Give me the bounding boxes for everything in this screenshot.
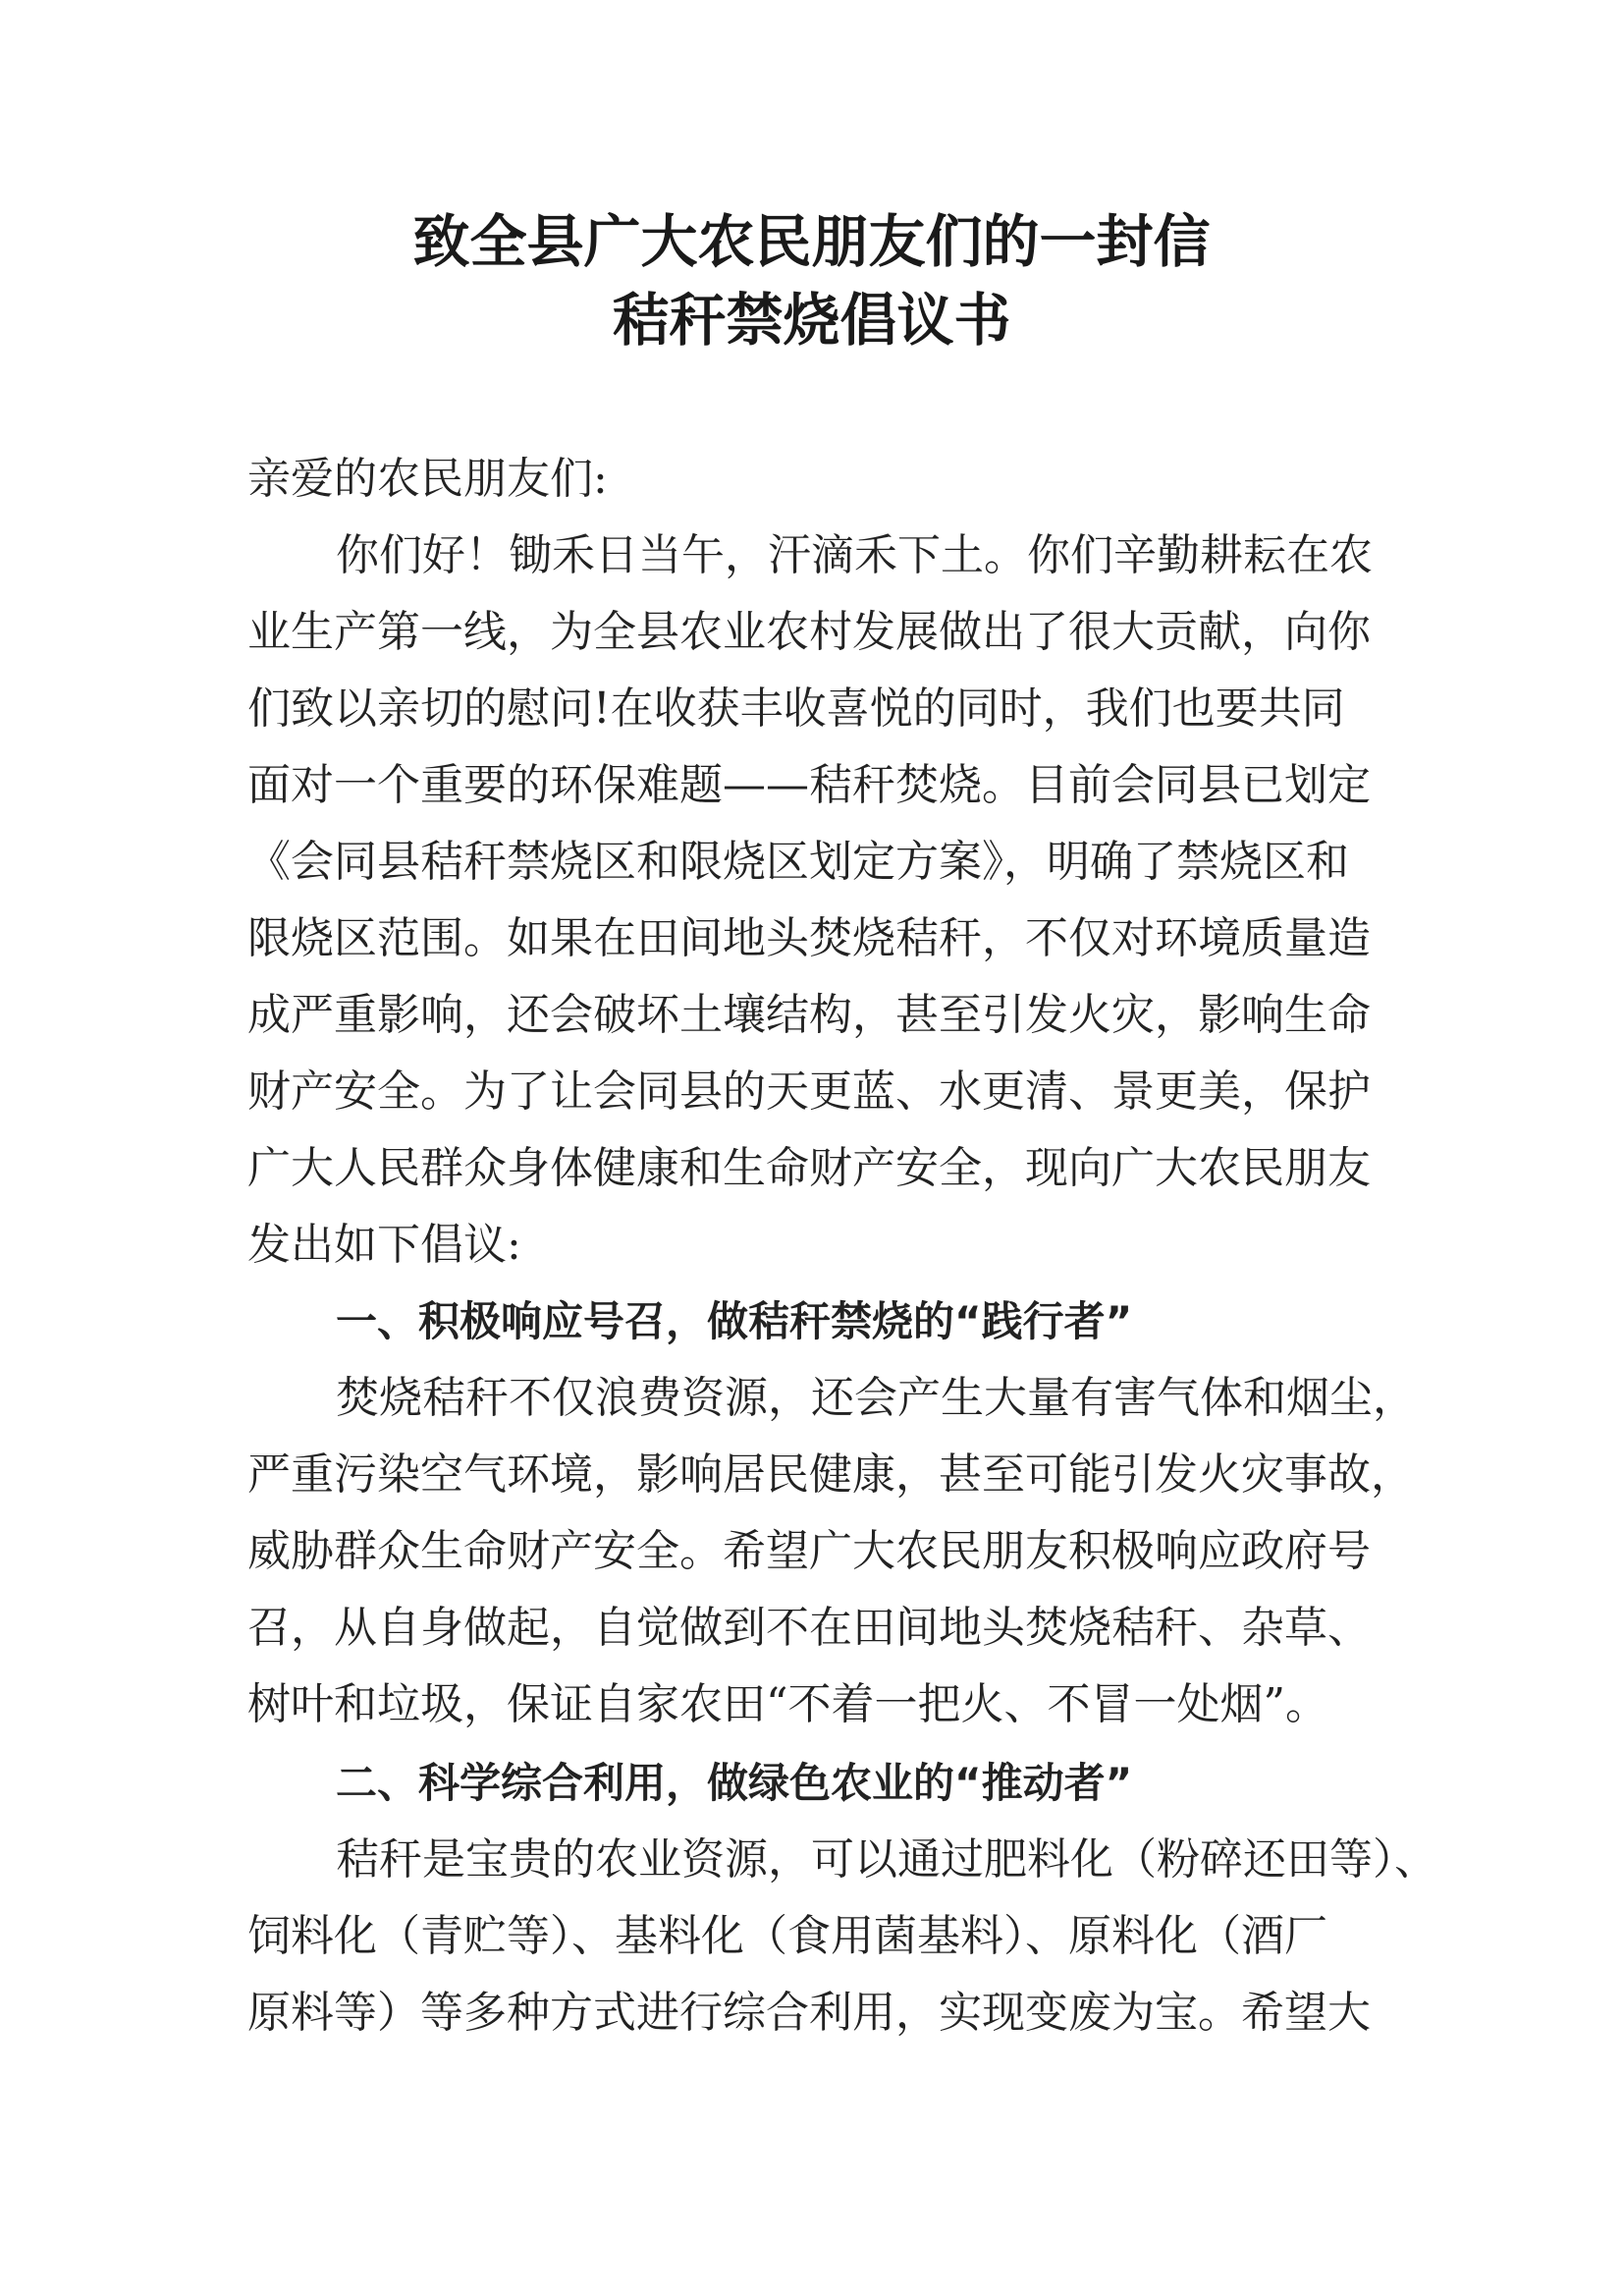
body-line: 秸秆是宝贵的农业资源，可以通过肥料化（粉碎还田等）、 (336, 1834, 1437, 1885)
body-line: 召，从自身做起，自觉做到不在田间地头焚烧秸秆、杂草、 (247, 1603, 1371, 1653)
body-line: 《会同县秸秆禁烧区和限烧区划定方案》，明确了禁烧区和 (247, 837, 1349, 887)
body-line: 饲料化（青贮等）、基料化（食用菌基料）、原料化（酒厂 (247, 1911, 1327, 1961)
body-line: 成严重影响，还会破坏土壤结构，甚至引发火灾，影响生命 (247, 990, 1371, 1040)
body-line: 业生产第一线，为全县农业农村发展做出了很大贡献，向你 (247, 607, 1371, 657)
body-line: 面对一个重要的环保难题——秸秆焚烧。目前会同县已划定 (247, 760, 1371, 810)
body-line: 你们好！锄禾日当午，汗滴禾下土。你们辛勤耕耘在农 (336, 530, 1373, 580)
document-title: 致全县广大农民朋友们的一封信 (412, 208, 1211, 275)
body-line: 限烧区范围。如果在田间地头焚烧秸秆，不仅对环境质量造 (247, 913, 1371, 963)
section-heading-1: 一、积极响应号召，做秸秆禁烧的“践行者” (336, 1297, 1133, 1345)
salutation: 亲爱的农民朋友们: (247, 454, 608, 504)
body-line: 焚烧秸秆不仅浪费资源，还会产生大量有害气体和烟尘， (336, 1373, 1416, 1423)
body-line: 财产安全。为了让会同县的天更蓝、水更清、景更美，保护 (247, 1066, 1371, 1117)
body-line: 发出如下倡议: (247, 1220, 521, 1270)
section-heading-2: 二、科学综合利用，做绿色农业的“推动者” (336, 1759, 1133, 1807)
body-line: 严重污染空气环境，影响居民健康，甚至可能引发火灾事故， (247, 1449, 1414, 1500)
body-line: 树叶和垃圾，保证自家农田“不着一把火、不冒一处烟”。 (247, 1679, 1328, 1729)
body-line: 广大人民群众身体健康和生命财产安全，现向广大农民朋友 (247, 1143, 1371, 1193)
body-line: 威胁群众生命财产安全。希望广大农民朋友积极响应政府号 (247, 1526, 1371, 1576)
document-subtitle: 秸秆禁烧倡议书 (612, 287, 1011, 354)
body-line: 们致以亲切的慰问!在收获丰收喜悦的同时，我们也要共同 (247, 683, 1345, 734)
body-line: 原料等）等多种方式进行综合利用，实现变废为宝。希望大 (247, 1988, 1371, 2038)
